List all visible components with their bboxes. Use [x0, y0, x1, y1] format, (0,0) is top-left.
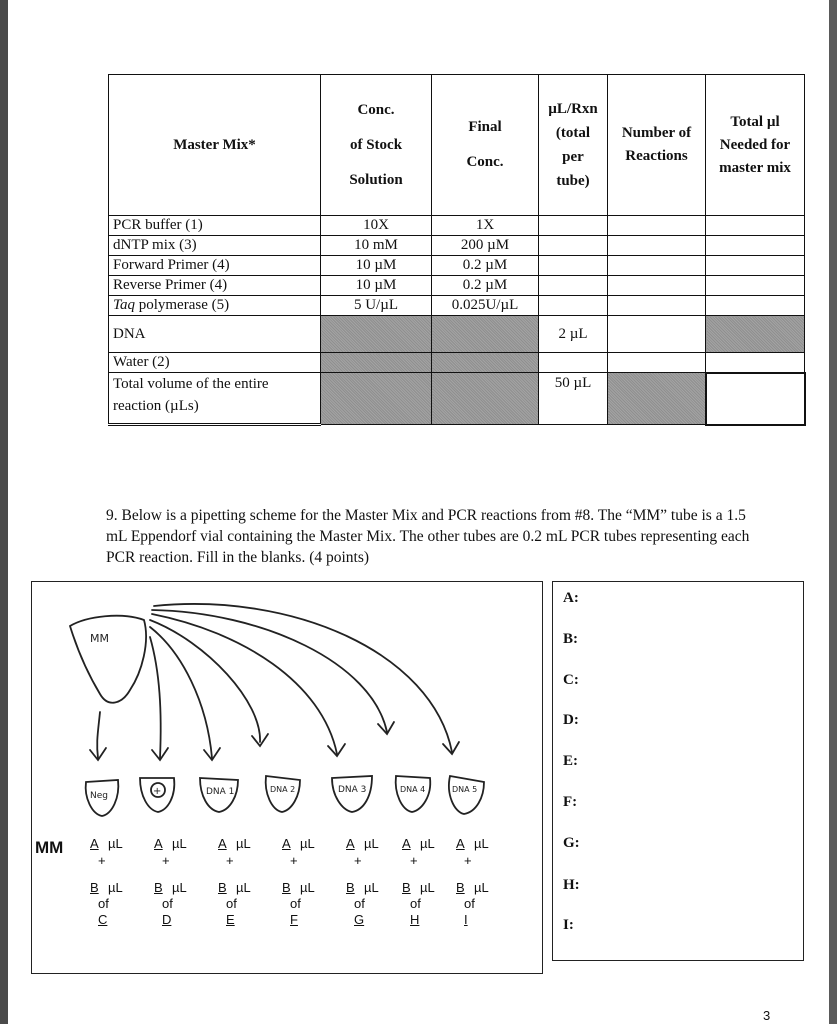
tube-label: DNA 5 [452, 785, 478, 794]
blank-cell[interactable] [539, 296, 608, 316]
unit-label: µL [364, 880, 379, 895]
plus-sign: + [290, 853, 298, 868]
blank-cell[interactable] [706, 296, 805, 316]
of-label: of [410, 896, 421, 911]
mm-row-label: MM [35, 838, 64, 857]
table-row-total [109, 373, 805, 425]
plus-sign: + [98, 853, 106, 868]
blank-b[interactable]: B [456, 880, 465, 895]
tube-label: DNA 2 [270, 785, 296, 794]
tube-label: Neg [90, 791, 108, 801]
shaded-cell [608, 373, 706, 425]
final-conc: 0.2 µM [432, 256, 539, 276]
unit-label: µL [172, 880, 187, 895]
blank-source[interactable]: F [290, 912, 298, 927]
shaded-cell [321, 373, 432, 425]
blank-cell[interactable] [706, 236, 805, 256]
reagent-name: PCR buffer (1) [109, 216, 321, 236]
answer-e[interactable]: E: [563, 753, 578, 769]
table-row [109, 296, 805, 316]
answer-a[interactable]: A: [563, 590, 579, 606]
blank-b[interactable]: B [282, 880, 291, 895]
answer-h[interactable]: H: [563, 877, 580, 893]
table-row [109, 216, 805, 236]
blank-cell[interactable] [706, 216, 805, 236]
blank-a[interactable]: A [282, 836, 291, 851]
shaded-cell [706, 316, 805, 353]
of-label: of [464, 896, 475, 911]
header-conc-stock: Conc. of Stock Solution [321, 75, 432, 216]
answer-c[interactable]: C: [563, 672, 579, 688]
final-conc: 0.2 µM [432, 276, 539, 296]
shaded-cell [432, 316, 539, 353]
blank-cell[interactable] [608, 316, 706, 353]
blank-source[interactable]: G [354, 912, 365, 927]
dna-volume: 2 µL [539, 316, 608, 353]
blank-cell[interactable] [706, 276, 805, 296]
blank-cell[interactable] [539, 216, 608, 236]
shaded-cell [432, 373, 539, 425]
reagent-name: Total volume of the entire reaction (µLs) [109, 373, 321, 425]
blank-cell[interactable] [608, 276, 706, 296]
answer-b[interactable]: B: [563, 631, 578, 647]
of-label: of [98, 896, 109, 911]
final-conc: 1X [432, 216, 539, 236]
reagent-name: DNA [109, 316, 321, 353]
header-final-conc: Final Conc. [432, 75, 539, 216]
unit-label: µL [300, 836, 315, 851]
slot-column-2 [150, 836, 212, 928]
blank-b[interactable]: B [154, 880, 163, 895]
tube-label: DNA 1 [206, 787, 235, 797]
header-total-ul: Total µl Needed for master mix [706, 75, 805, 216]
unit-label: µL [108, 836, 123, 851]
answer-g[interactable]: G: [563, 835, 580, 851]
blank-cell[interactable] [608, 353, 706, 373]
stock-conc: 5 U/µL [321, 296, 432, 316]
blank-source[interactable]: E [226, 912, 235, 927]
slot-column-4 [278, 836, 340, 928]
table-row-dna [109, 316, 805, 353]
stock-conc: 10 mM [321, 236, 432, 256]
of-label: of [162, 896, 173, 911]
unit-label: µL [236, 836, 251, 851]
shaded-cell [321, 353, 432, 373]
reagent-name: Water (2) [109, 353, 321, 373]
blank-a[interactable]: A [402, 836, 411, 851]
blank-source[interactable]: I [464, 912, 468, 927]
question-text: 9. Below is a pipetting scheme for the Master Mix and PCR reactions from #8. The “MM” tube is a 1.5 mL Eppendorf vial containing the Master Mix. The other tubes are 0.2 mL PCR tubes representing each PCR reaction. Fill in the blanks. (4 points) [106, 507, 750, 566]
blank-source[interactable]: D [162, 912, 172, 927]
plus-sign: + [162, 853, 170, 868]
reagent-name: Taq polymerase (5) [109, 296, 321, 316]
blank-b[interactable]: B [218, 880, 227, 895]
answer-i[interactable]: I: [563, 917, 574, 933]
plus-sign: + [226, 853, 234, 868]
stock-conc: 10 µM [321, 256, 432, 276]
unit-label: µL [236, 880, 251, 895]
stock-conc: 10X [321, 216, 432, 236]
page-number: 3 [763, 1008, 771, 1023]
slot-column-6 [398, 836, 460, 928]
blank-cell[interactable] [539, 276, 608, 296]
header-number-reactions: Number of Reactions [608, 75, 706, 216]
answer-f[interactable]: F: [563, 794, 578, 810]
answer-d[interactable]: D: [563, 712, 579, 728]
plus-sign: + [410, 853, 418, 868]
total-volume: 50 µL [539, 373, 608, 425]
blank-source[interactable]: C [98, 912, 108, 927]
reagent-name: Forward Primer (4) [109, 256, 321, 276]
mm-tube-icon [70, 616, 146, 703]
final-conc: 200 µM [432, 236, 539, 256]
stock-conc: 10 µM [321, 276, 432, 296]
table-header-row [109, 75, 805, 216]
blank-cell[interactable] [539, 353, 608, 373]
table-row [109, 256, 805, 276]
header-ul-rxn: µL/Rxn (total per tube) [539, 75, 608, 216]
blank-cell[interactable] [608, 296, 706, 316]
unit-label: µL [420, 880, 435, 895]
tube-label: + [153, 786, 162, 797]
blank-a[interactable]: A [456, 836, 465, 851]
blank-cell[interactable] [706, 373, 805, 425]
unit-label: µL [364, 836, 379, 851]
unit-label: µL [300, 880, 315, 895]
slot-column-1 [86, 836, 148, 928]
blank-cell[interactable] [539, 236, 608, 256]
header-master-mix: Master Mix* [109, 75, 321, 216]
left-edge-bar [0, 0, 8, 1024]
final-conc: 0.025U/µL [432, 296, 539, 316]
of-label: of [290, 896, 301, 911]
reagent-name: dNTP mix (3) [109, 236, 321, 256]
reagent-name: Reverse Primer (4) [109, 276, 321, 296]
shaded-cell [432, 353, 539, 373]
tube-label: DNA 3 [338, 785, 367, 795]
unit-label: µL [474, 836, 489, 851]
blank-a[interactable]: A [154, 836, 163, 851]
table-row-water [109, 353, 805, 373]
table-row [109, 236, 805, 256]
blank-cell[interactable] [706, 256, 805, 276]
shaded-cell [321, 316, 432, 353]
answers-box [552, 581, 804, 961]
unit-label: µL [474, 880, 489, 895]
mm-tube-label: MM [90, 632, 109, 645]
slot-column-3 [214, 836, 276, 928]
blank-cell[interactable] [608, 216, 706, 236]
blank-cell[interactable] [608, 256, 706, 276]
blank-source[interactable]: H [410, 912, 420, 927]
unit-label: µL [420, 836, 435, 851]
tube-label: DNA 4 [400, 785, 426, 794]
master-mix-table [108, 74, 806, 426]
blank-a[interactable]: A [218, 836, 227, 851]
plus-sign: + [464, 853, 472, 868]
blank-a[interactable]: A [346, 836, 355, 851]
blank-cell[interactable] [706, 353, 805, 373]
blank-b[interactable]: B [90, 880, 99, 895]
unit-label: µL [108, 880, 123, 895]
unit-label: µL [172, 836, 187, 851]
blank-b[interactable]: B [346, 880, 355, 895]
slot-column-7 [452, 836, 514, 928]
plus-sign: + [354, 853, 362, 868]
slot-column-5 [342, 836, 404, 928]
of-label: of [354, 896, 365, 911]
blank-b[interactable]: B [402, 880, 411, 895]
right-edge-bar [829, 0, 837, 1024]
blank-cell[interactable] [608, 236, 706, 256]
blank-a[interactable]: A [90, 836, 99, 851]
table-row [109, 276, 805, 296]
of-label: of [226, 896, 237, 911]
blank-cell[interactable] [539, 256, 608, 276]
